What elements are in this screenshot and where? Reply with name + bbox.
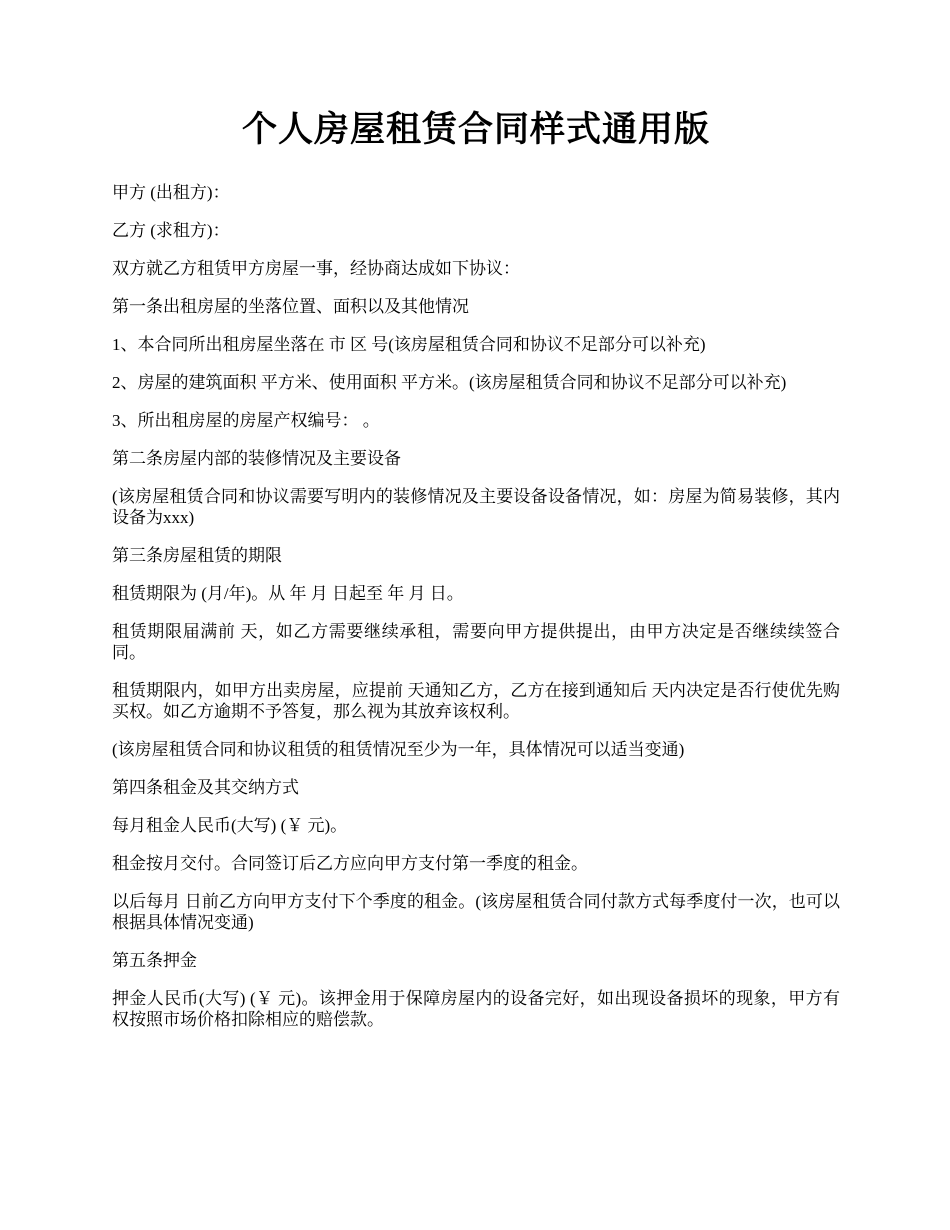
article-3-heading: 第三条房屋租赁的期限 [112, 546, 282, 565]
article-1-item-2: 2、房屋的建筑面积 平方米、使用面积 平方米。(该房屋租赁合同和协议不足部分可以补充) [112, 373, 787, 392]
article-1-item-3: 3、所出租房屋的房屋产权编号： 。 [112, 411, 380, 430]
party-a-line: 甲方 (出租方)： [112, 183, 230, 202]
article-5-heading: 第五条押金 [112, 951, 197, 970]
party-b-line: 乙方 (求租方)： [112, 221, 230, 240]
article-2-heading: 第二条房屋内部的装修情况及主要设备 [112, 449, 401, 468]
article-1-heading: 第一条出租房屋的坐落位置、面积以及其他情况 [112, 297, 469, 316]
agreement-intro: 双方就乙方租赁甲方房屋一事，经协商达成如下协议： [112, 259, 520, 278]
rent-payment: 租金按月交付。合同签订后乙方应向甲方支付第一季度的租金。 [112, 854, 588, 873]
lease-term: 租赁期限为 (月/年)。从 年 月 日起至 年 月 日。 [112, 584, 464, 603]
article-1-item-1: 1、本合同所出租房屋坐落在 市 区 号(该房屋租赁合同和协议不足部分可以补充) [112, 335, 706, 354]
article-3-note: (该房屋租赁合同和协议租赁的租赁情况至少为一年，具体情况可以适当变通) [112, 740, 685, 759]
preemptive-right: 租赁期限内，如甲方出卖房屋，应提前 天通知乙方，乙方在接到通知后 天内决定是否行使优先购买权。如乙方逾期不予答复，那么视为其放弃该权利。 [112, 681, 840, 721]
lease-renewal: 租赁期限届满前 天，如乙方需要继续承租，需要向甲方提供提出，由甲方决定是否继续续签合同。 [112, 622, 840, 662]
document-title: 个人房屋租赁合同样式通用版 [241, 110, 710, 149]
article-2-note: (该房屋租赁合同和协议需要写明内的装修情况及主要设备设备情况，如：房屋为简易装修，其内设备为xxx) [112, 487, 840, 527]
deposit-clause: 押金人民币(大写) (￥ 元)。该押金用于保障房屋内的设备完好，如出现设备损坏的现象，甲方有权按照市场价格扣除相应的赔偿款。 [112, 989, 840, 1029]
rent-schedule: 以后每月 日前乙方向甲方支付下个季度的租金。(该房屋租赁合同付款方式每季度付一次，也可以根据具体情况变通) [112, 892, 840, 932]
monthly-rent: 每月租金人民币(大写) (￥ 元)。 [112, 816, 348, 835]
article-4-heading: 第四条租金及其交纳方式 [112, 778, 299, 797]
